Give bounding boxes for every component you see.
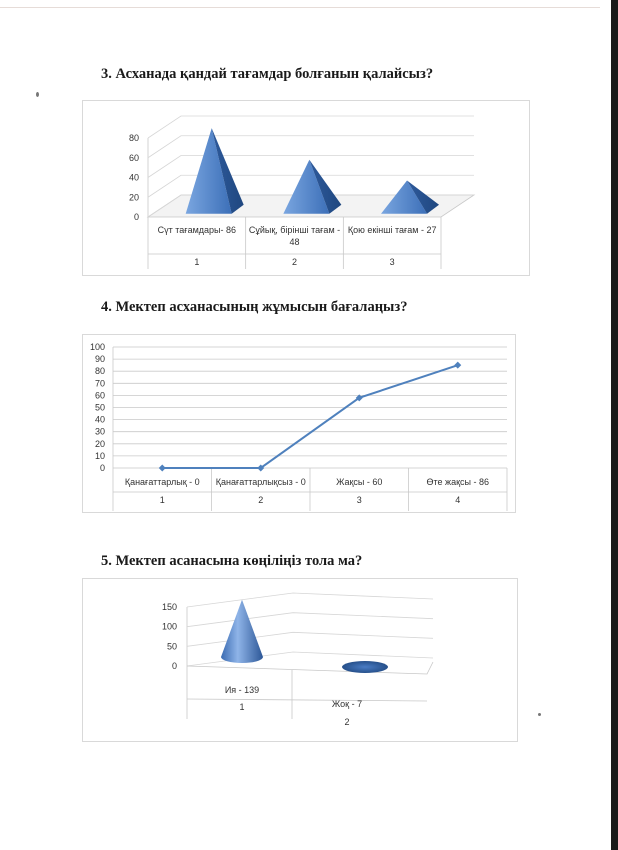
y-tick-label: 10	[94, 450, 105, 461]
y-tick-label: 40	[94, 414, 105, 425]
category-index: 1	[159, 495, 165, 505]
cone-chart-svg	[83, 579, 517, 741]
y-tick-label: 150	[161, 602, 177, 612]
category-index: 2	[291, 257, 298, 267]
category-index: 3	[356, 495, 362, 505]
line-chart-svg	[83, 335, 515, 512]
y-tick-label: 20	[128, 192, 139, 203]
cone-bar	[342, 661, 388, 673]
y-tick-label: 0	[171, 661, 177, 671]
y-tick-label: 30	[94, 426, 105, 437]
scan-speck	[538, 713, 541, 716]
y-tick-label: 40	[128, 172, 139, 183]
category-label: Жақсы - 60	[336, 477, 383, 487]
scan-edge	[611, 0, 618, 850]
data-point	[454, 362, 461, 369]
series-line	[162, 365, 458, 468]
y-tick-label: 0	[99, 463, 105, 473]
y-tick-label: 50	[166, 641, 177, 652]
cone-chart	[82, 578, 518, 742]
category-label: Ия - 139	[224, 685, 260, 695]
category-index: 2	[344, 717, 350, 727]
pyramid-chart-svg	[83, 101, 529, 275]
floor-edge	[187, 662, 433, 674]
y-tick-label: 100	[89, 342, 105, 352]
y-tick-label: 70	[94, 378, 105, 389]
data-point	[159, 465, 166, 472]
category-index: 1	[239, 702, 245, 712]
question-4-title: 4. Мектеп асханасының жұмысын бағалаңыз?	[101, 299, 408, 315]
y-tick-label: 100	[161, 621, 177, 632]
y-tick-label: 80	[94, 366, 105, 377]
category-label: Өте жақсы - 86	[426, 477, 489, 487]
category-label: Қою екінші тағам - 27	[347, 225, 437, 235]
y-tick-label: 60	[128, 152, 139, 163]
category-index: 2	[258, 495, 264, 505]
category-index: 1	[194, 257, 200, 267]
gridline	[187, 632, 433, 646]
y-tick-label: 20	[94, 438, 105, 449]
y-tick-label: 50	[94, 402, 105, 413]
category-label: Жоқ - 7	[331, 699, 363, 709]
table-line	[187, 699, 427, 701]
question-3-title: 3. Асханада қандай тағамдар болғанын қалайсыз?	[101, 66, 434, 82]
y-tick-label: 0	[133, 212, 139, 222]
category-index: 3	[389, 257, 395, 267]
category-label: Қанағаттарлық - 0	[124, 477, 200, 487]
gridline	[187, 613, 433, 627]
pyramid-chart	[82, 100, 530, 276]
category-label: Қанағаттарлықсыз - 0	[215, 477, 306, 487]
cone-bar	[221, 600, 263, 663]
category-index: 4	[455, 495, 461, 505]
y-tick-label: 80	[128, 133, 139, 143]
gridline	[187, 593, 433, 607]
y-tick-label: 60	[94, 390, 105, 401]
category-label: Сұйық, бірінші тағам -48	[248, 225, 341, 247]
question-5-title: 5. Мектеп асанасына көңіліңіз тола ма?	[101, 553, 363, 569]
category-label: Сүт тағамдары- 86	[157, 225, 237, 235]
gridline	[148, 116, 474, 138]
line-chart	[82, 334, 516, 513]
scan-speck	[36, 92, 39, 97]
page-top-rule	[0, 7, 600, 8]
y-tick-label: 90	[94, 354, 105, 365]
gridline	[148, 136, 474, 158]
